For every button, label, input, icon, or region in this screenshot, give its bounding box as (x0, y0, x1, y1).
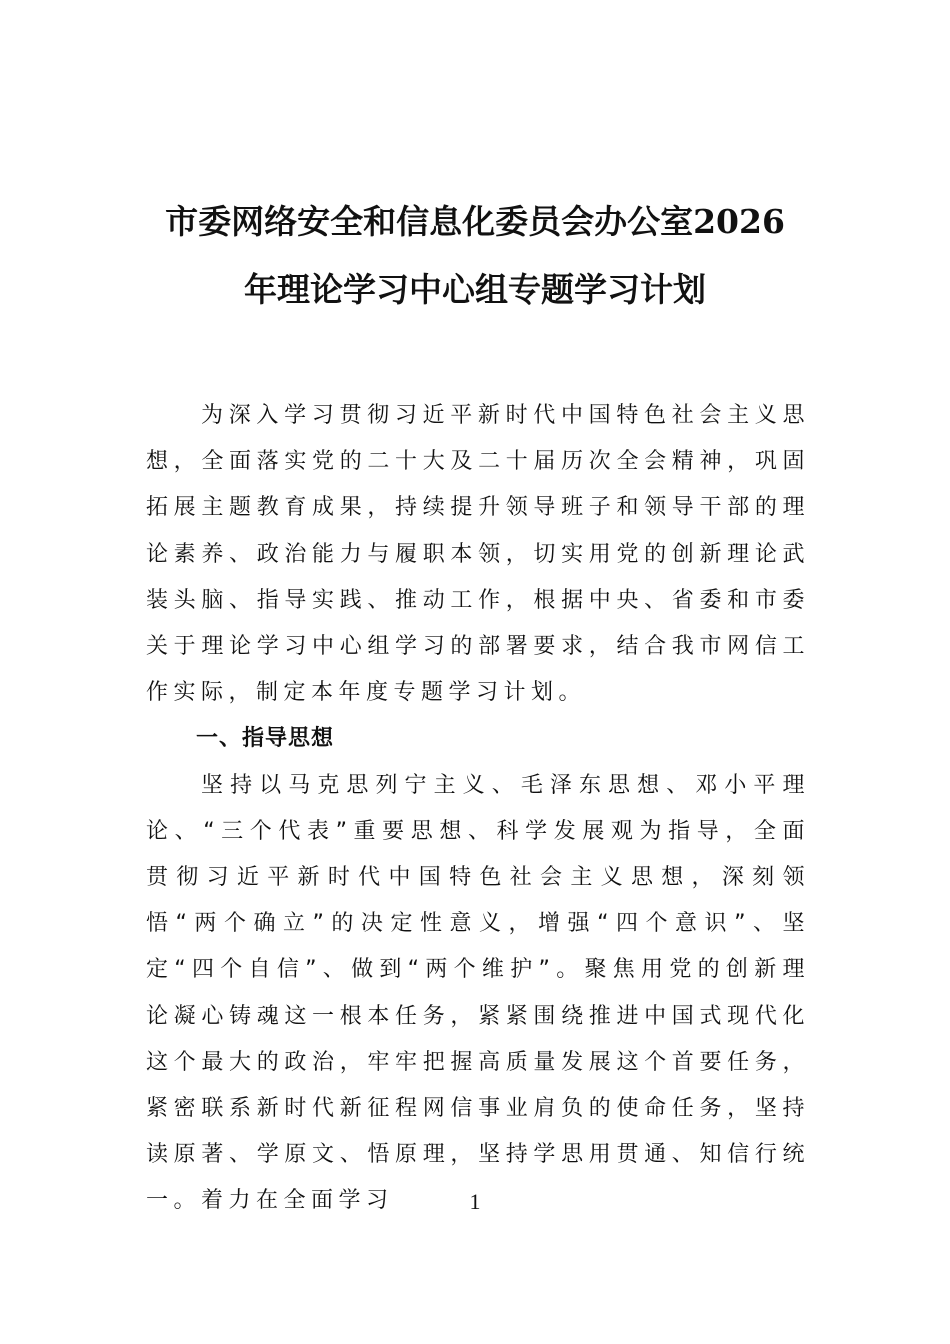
section-heading-guiding-ideology: 一、指导思想 (196, 726, 335, 752)
intro-paragraph: 为深入学习贯彻习近平新时代中国特色社会主义思想，全面落实党的二十大及二十届历次全会精神，巩固拓展主题教育成果，持续提升领导班子和领导干部的理论素养、政治能力与履职本领，切实用党的创新理论武装头脑、指导实践、推动工作，根据中央、省委和市委关于理论学习中心组学习的部署要求，结合我市网信工作实际，制定本年度专题学习计划。 (146, 403, 810, 706)
guiding-ideology-paragraph: 坚持以马克思列宁主义、毛泽东思想、邓小平理论、“三个代表”重要思想、科学发展观为指导，全面贯彻习近平新时代中国特色社会主义思想，深刻领悟“两个确立”的决定性意义，增强“四个意识”、坚定“四个自信”、做到“两个维护”。聚焦用党的创新理论凝心铸魂这一根本任务，紧紧围绕推进中国式现代化这个最大的政治，牢牢把握高质量发展这个首要任务，紧密联系新时代新征程网信事业肩负的使命任务，坚持读原著、学原文、悟原理，坚持学思用贯通、知信行统一。着力在全面学习 (146, 772, 810, 1214)
title-line-1: 市委网络安全和信息化委员会办公室2026 (165, 202, 785, 241)
document-body (146, 393, 810, 1225)
document-title (120, 188, 830, 324)
page-number: 1 (469, 1189, 481, 1214)
title-line-2: 年理论学习中心组专题学习计划 (244, 270, 706, 309)
